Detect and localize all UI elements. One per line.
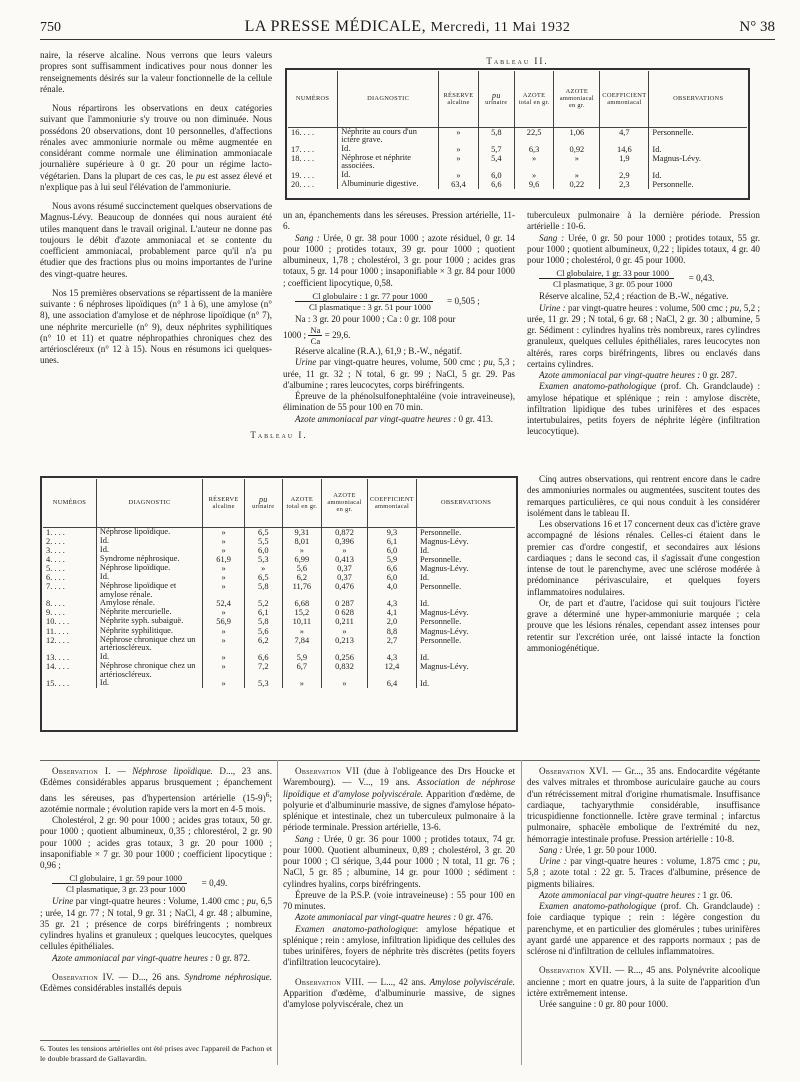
cell-observation: Personnelle. [649,127,747,145]
cell-numero: 18. . . . [291,153,315,163]
table-row [43,662,515,679]
table-1-caption: Tableau I. [250,430,308,440]
cell-azote-total: 8,01 [282,537,322,546]
cell-numero: 19. . . . [291,170,315,180]
table-row [43,582,515,599]
cell-numero: 5. . . . [46,563,65,573]
cell-azote-ammoniacal: » [554,171,600,180]
cell-diagnostic: Amylose rénale. [96,599,202,608]
cell-observation: Personnelle. [417,555,515,564]
table-row [43,537,515,546]
cell-reserve-alcaline: » [203,537,245,546]
cell-azote-total: 10,11 [282,617,322,626]
col-header-azote-total: AZOTE total en gr. [282,479,322,527]
paragraph: Urine : par vingt-quatre heures : volume, 1.875 cmc ; pu, 5,8 ; azote total : 22 gr. 5. Traces d'albumine, présence de pigments biliaires. [527,856,761,889]
journal-name: LA PRESSE MÉDICALE, [244,18,427,35]
cell-observation: Id. [417,573,515,582]
cell-pu: 5,2 [244,599,282,608]
cell-coefficient: 2,0 [367,617,416,626]
footnote-rule [40,1040,120,1041]
na-ca-ratio: 1000 ; $\frac{Na}{Ca}$ = 29,6. [283,325,351,346]
cell-coefficient: 5,9 [367,555,416,564]
paragraph: Urine : par vingt-quatre heures : volume, 500 cmc ; pu, 5,2 ; urée, 11 gr. 29 ; N total, 6 gr. 68 ; NaCl, 2 gr. 30 ; albumine, 5 gr. Sédiment : cylindres hyalins très nombreux, rares cylindres granuleux, quelques cellules épithéliales, rares leucocytes non altérés, rares corps biréfringents, libres ou enclavés dans certains cylindres. [527,302,761,369]
observation-16: Observation XVI. — Gr..., 35 ans. Endocardite végétante des valves mitrales et thrombose auriculaire gauche au cours d'un rétrécissement mitral d'origine rhumatismale. Insuffisance cardiaque, tachyarythmie considérable, insuffisance tricuspidienne fonctionnelle. Ictère grave terminal ; infarctus pulmonaire, sphacèle embolique de l'extrémité du nez, hémorragie intestinale profuse. Pression artérielle : 10-8. [527,766,760,844]
cell-reserve-alcaline: » [203,679,245,688]
cell-numero: 14. . . . [46,661,70,671]
cell-azote-ammoniacal: 0,256 [322,653,368,662]
cell-pu: 6,6 [244,653,282,662]
cell-coefficient: 4,3 [367,599,416,608]
page-number: 750 [40,20,61,35]
cell-numero: 16. . . . [291,127,315,137]
journal-title [40,18,775,36]
cell-diagnostic: Id. [338,171,439,180]
cell-observation: Personnelle. [417,617,515,626]
cell-observation: Personnelle. [417,582,515,599]
paragraph: naire, la réserve alcaline. Nous verrons que leurs valeurs propres sont suffisamment indicatives pour nous donner les renseignements désirés sur la valeur fonctionnelle de la cellule rénale. [40,50,272,94]
cell-coefficient: 6,1 [367,537,416,546]
cell-diagnostic: Syndrome néphrosique. [96,555,202,564]
cell-diagnostic: Id. [96,546,202,555]
cell-diagnostic: Néphrose chronique chez un artérioscléreux. [96,662,202,679]
cell-coefficient: 6,0 [367,546,416,555]
cell-azote-ammoniacal: 0,476 [322,582,368,599]
cell-pu: 5,7 [478,145,514,154]
col-header-reserve: RÉSERVE alcaline [203,479,245,527]
cell-reserve-alcaline: » [203,636,245,653]
cell-observation: Magnus-Lévy. [417,537,515,546]
paragraph: Urine par vingt-quatre heures : Volume, 1.400 cmc ; pu, 6,5 ; urée, 14 gr. 77 ; N total, 9 gr. 31 ; NaCl, 4 gr. 48 ; albumine, 35 gr. 21 ; présence de corps biréfringents ; nombreux cylindres hyalins et granuleux ; quelques leucocytes, quelques cellules épithéliales. [40,896,272,952]
cell-coefficient: 6,0 [367,573,416,582]
cell-azote-total: 6,3 [514,145,554,154]
fraction: $\frac{\text{Cl globulaire, 1 gr. 33 pour 1000}}{\text{Cl plasmatique, 3 gr. 05 pour 1000}}$ [539,268,674,289]
table-row [288,154,747,171]
cell-pu: 6,1 [244,608,282,617]
col-header-coefficient: COEFFICIENT ammoniacal [600,71,649,127]
paragraph: Or, de part et d'autre, l'acidose qui suit toujours l'ictère grave a déterminé une hyper-ammoniurie marquée ; cela prouve que les lésions rénales, cependant assez intenses pour retentir sur l'excrétion urée, ont laissé intacte la fonction ammoniogénétique. [527,597,760,653]
cell-reserve-alcaline: 61,9 [203,555,245,564]
paragraph: Épreuve de la P.S.P. (voie intraveineuse) : 55 pour 100 en 70 minutes. [283,889,515,911]
cell-pu: » [244,564,282,573]
page-header [40,16,775,40]
cell-azote-total: » [514,154,554,171]
cell-coefficient: 8,8 [367,627,416,636]
cell-azote-total: » [282,546,322,555]
col-header-azote-total: AZOTE total en gr. [514,71,554,127]
cell-diagnostic: Néphrose lipoïdique. [96,564,202,573]
paragraph: Examen anatomo-pathologique: amylose hépatique et splénique ; rein : amylose, infiltration lipidique des cellules des tubes urinifères, foyers de néphrite très discrètes (petits foyers d'infiltration leucocytaire). [283,923,515,968]
cell-observation: Magnus-Lévy. [417,627,515,636]
cell-diagnostic: Néphrite au cours d'un ictère grave. [338,127,439,145]
cell-azote-ammoniacal: 0,211 [322,617,368,626]
table-1 [43,479,515,688]
paragraph: Sang : Urée, 0 gr. 50 pour 1000 ; protides totaux, 55 gr. pour 1000 ; quotient albumineux, 0,22 ; lipides totaux, 4 gr. 40 pour 1000 ; cholestérol, 0 gr. 45 pour 1000. [527,232,760,265]
cell-reserve-alcaline: 52,4 [203,599,245,608]
cell-azote-total: » [282,679,322,688]
cell-observation: Id. [417,653,515,662]
cell-diagnostic: Id. [96,653,202,662]
cell-reserve-alcaline: » [439,171,479,180]
bottom-column-3 [527,766,760,1010]
table-row [288,180,747,189]
paragraph: Na : 3 gr. 20 pour 1000 ; Ca : 0 gr. 108 pour [295,313,456,324]
cell-pu: 5,8 [244,617,282,626]
cell-observation: Personnelle. [417,636,515,653]
paragraph: Azote ammoniacal par vingt-quatre heures : 0 gr. 287. [539,370,738,380]
cell-pu: 6,5 [244,527,282,537]
cell-numero: 3. . . . [46,545,65,555]
paragraph: Examen anatomo-pathologique (prof. Ch. Grandclaude) : foie cardiaque typique ; rein : légère congestion du parenchyme, et en particulier des glomérules ; tubes urinifères ayant gardé une apparence et des rapports normaux ; pas de sclérose ni d'infiltration de cellules inflammatoires. [527,901,761,956]
paragraph: Réserve alcaline, 52,4 ; réaction de B.-W., négative. [539,291,729,302]
cell-coefficient: 14,6 [600,145,649,154]
paragraph: Sang : Urée, 0 gr. 38 pour 1000 ; azote résiduel, 0 gr. 14 pour 1000 ; protides totaux, 39 gr. pour 1000 ; quotient albumineux, 1,78 ; cholestérol, 3 gr. pour 1000 ; acides gras totaux, 5 gr. 14 pour 1000 ; insaponifiable × 3 gr. 84 pour 1000 ; coefficient lipocytique, 0,58. [283,232,515,288]
cell-coefficient: 6,4 [367,679,416,688]
cell-pu: 5,4 [478,154,514,171]
cell-azote-ammoniacal: » [322,679,368,688]
cell-azote-ammoniacal: 0,37 [322,564,368,573]
paragraph: Azote ammoniacal par vingt-quatre heures : 1 gr. 06. [539,889,733,900]
cell-pu: 6,5 [244,573,282,582]
col-header-coefficient: COEFFICIENT ammoniacal [367,479,416,527]
paragraph: un an, épanchements dans les séreuses. Pression artérielle, 11-6. [283,210,515,232]
cell-reserve-alcaline: » [203,573,245,582]
cell-coefficient: 4,1 [367,608,416,617]
cell-diagnostic: Néphrite syph. subaiguë. [96,617,202,626]
cell-reserve-alcaline: » [439,154,479,171]
paragraph: Azote ammoniacal par vingt-quatre heures : 0 gr. 413. [295,413,494,424]
chlorine-ratio: $\frac{\text{Cl globulaire, 1 gr. 33 pour 1000}}{\text{Cl plasmatique, 3 gr. 05 pour 1000}}$ = 0,43. [527,268,760,289]
paragraph: Sang : Urée, 0 gr. 36 pour 1000 ; protides totaux, 74 gr. pour 1000. Quotient albumineux, 0,89 ; cholestérol, 3 gr. 20 pour 1000 ; Cl sérique, 3,44 pour 1000 ; N total, 11 gr. 76 ; NaCl, 5 gr. 85 ; albumine, 14 gr. pour 1000 ; sédiment : cylindres hyalins, corps biréfringents. [283,833,516,889]
cell-azote-ammoniacal: 1,06 [554,127,600,145]
cell-azote-total: 15,2 [282,608,322,617]
cell-numero: 4. . . . [46,554,65,564]
fraction: $\frac{\text{Cl globulaire, 1 gr. 59 pour 1000}}{\text{Cl plasmatique, 3 gr. 23 pour 1000}}$ [52,873,187,894]
cell-azote-total: » [514,171,554,180]
issue-date: Mercredi, 11 Mai 1932 [430,20,571,35]
col-header-numeros: NUMÉROS [288,71,338,127]
cell-azote-total: 9,6 [514,180,554,189]
cell-reserve-alcaline: » [203,627,245,636]
cell-coefficient: 4,3 [367,653,416,662]
table-2 [288,71,747,189]
col-header-pu: pu urinaire [478,71,514,127]
cell-diagnostic: Albuminurie digestive. [338,180,439,189]
cell-reserve-alcaline: » [203,564,245,573]
cell-numero: 11. . . . [46,626,69,636]
col-header-diagnostic: DIAGNOSTIC [338,71,439,127]
cell-observation: Magnus-Lévy. [649,154,747,171]
cell-azote-total: 5,6 [282,564,322,573]
cell-numero: 13. . . . [46,652,70,662]
paragraph: Azote ammoniacal par vingt-quatre heures : 0 gr. 476. [295,912,494,923]
cell-azote-ammoniacal: 0,832 [322,662,368,679]
cell-numero: 2. . . . [46,536,65,546]
column-1-top [40,50,272,367]
chlorine-ratio: $\frac{\text{Cl globulaire : 1 gr. 77 pour 1000}}{\text{Cl plasmatique : 3 gr. 51 pour 1000}}$ = 0,505 ; [283,291,515,312]
cell-reserve-alcaline: » [439,127,479,145]
paragraph: Urée sanguine : 0 gr. 80 pour 1000. [539,999,668,1009]
cell-azote-ammoniacal: » [322,546,368,555]
cell-azote-total: 7,84 [282,636,322,653]
paragraph: Sang : Urée, 1 gr. 50 pour 1000. [539,844,657,855]
cell-diagnostic: Néphrose lipoïdique. [96,527,202,537]
cell-diagnostic: Id. [96,537,202,546]
col-header-observations: OBSERVATIONS [417,479,515,527]
cell-azote-total: » [282,627,322,636]
cell-observation: Personnelle. [417,527,515,537]
cell-observation: Id. [417,546,515,555]
cell-pu: 5,5 [244,537,282,546]
table-row [288,127,747,145]
paragraph: tuberculeux pulmonaire à la dernière période. Pression artérielle : 10-6. [527,210,760,232]
footnote: 6. Toutes les tensions artérielles ont été prises avec l'appareil de Pachon et le double brassard de Gallavardin. [40,1044,272,1063]
cell-observation: Id. [649,145,747,154]
observation-8: Observation VIII. — L..., 42 ans. Amylose polyviscérale. Apparition d'œdème, d'albuminurie massive, de signes d'amylose polyviscérale, chez un [283,976,515,1009]
cell-azote-ammoniacal: » [554,154,600,171]
column-rule [277,760,278,1065]
cell-observation: Id. [417,599,515,608]
cell-azote-ammoniacal: 0 287 [322,599,368,608]
cell-azote-ammoniacal: 0,413 [322,555,368,564]
cell-reserve-alcaline: » [203,527,245,537]
cell-azote-total: 6,68 [282,599,322,608]
cell-pu: 6,0 [478,171,514,180]
cell-azote-total: 5,9 [282,653,322,662]
observation-1: Observation I. — Néphrose lipoïdique. D..., 23 ans. Œdèmes considérables apparus brusquement ; épanchement dans les séreuses, pas d'hypertension artérielle $(15-9)^6$; azotémie normale ; évolution rapide vers la mort en 4-5 mois. [40,766,272,814]
cell-reserve-alcaline: » [203,608,245,617]
cell-reserve-alcaline: » [439,145,479,154]
paragraph: Cholestérol, 2 gr. 90 pour 1000 ; acides gras totaux, 50 gr. pour 1000 ; quotient albumineux, 0,35 ; chlorestérol, 2 gr. 90 pour 1000 ; acides gras totaux, 3 gr. 20 pour 1000 ; insaponifiable × 7 gr. 30 pour 1000 ; coefficient lipocytique : 0,96 ; [40,815,272,871]
chlorine-ratio: $\frac{\text{Cl globulaire, 1 gr. 59 pour 1000}}{\text{Cl plasmatique, 3 gr. 23 pour 1000}}$ = 0,49. [40,873,272,894]
cell-pu: 5,8 [478,127,514,145]
cell-numero: 15. . . . [46,679,70,689]
cell-pu: 5,6 [244,627,282,636]
observation-4: Observation IV. — D..., 26 ans. Syndrome néphrosique. Œdèmes considérables installés depuis [40,971,273,994]
cell-pu: 5,8 [244,582,282,599]
paragraph: Nous répartirons les observations en deux catégories suivant que l'ammoniurie s'y trouve ou non diminuée. Nous possédons 20 observations, dont 10 personnelles, d'affections rénales avec ammoniurie normale ou même augmentée en considérant comme normale une élimination ammoniacale journalière supérieure à 0 gr. 20 pour un régime lacto-végétarien. Dans la plupart de ces cas, le pu est assez élevé et n'explique pas à lui seul l'élévation de l'ammoniurie. [40,103,272,192]
cell-coefficient: 12,4 [367,662,416,679]
cell-pu: 7,2 [244,662,282,679]
cell-diagnostic: Néphrite mercurielle. [96,608,202,617]
column-3-middle [527,474,760,654]
cell-diagnostic: Id. [96,679,202,688]
cell-reserve-alcaline: » [203,662,245,679]
cell-numero: 20. . . . [291,180,315,190]
cell-numero: 10. . . . [46,617,70,627]
cell-reserve-alcaline: 56,9 [203,617,245,626]
table-row [43,679,515,688]
table-row [43,527,515,537]
cell-observation: Id. [649,171,747,180]
column-2-top [283,210,515,425]
observation-17: Observation XVII. — R..., 45 ans. Polynévrite alcoolique ancienne ; mort en quatre jours, à la suite de l'apparition d'un ictère extrêmement intense. [527,965,761,998]
cell-observation: Id. [417,679,515,688]
cell-azote-ammoniacal: 0,37 [322,573,368,582]
cell-pu: 6,2 [244,636,282,653]
cell-coefficient: 4,7 [600,127,649,145]
cell-numero: 9. . . . [46,608,65,618]
paragraph: Réserve alcaline (R.A.), 61,9 ; B.-W., négatif. [295,346,462,356]
bottom-column-2 [283,766,515,1010]
cell-azote-total: 6,2 [282,573,322,582]
cell-coefficient: 2,9 [600,171,649,180]
cell-azote-ammoniacal: 0,213 [322,636,368,653]
table-2-caption: Tableau II. [486,56,549,66]
cell-diagnostic: Néphrite syphilitique. [96,627,202,636]
cell-numero: 17. . . . [291,144,315,154]
cell-pu: 5,3 [244,679,282,688]
cell-numero: 12. . . . [46,635,70,645]
issue-number: N° 38 [739,19,775,35]
cell-observation: Personnelle. [649,180,747,189]
cell-reserve-alcaline: 63,4 [439,180,479,189]
cell-azote-ammoniacal: 0,22 [554,180,600,189]
cell-numero: 8. . . . [46,599,65,609]
paragraph: Azote ammoniacal par vingt-quatre heures : 0 gr. 872. [52,952,251,963]
paragraph: Épreuve de la phénolsulfonephtaléine (voie intraveineuse), élimination de 55 pour 100 en 70 min. [283,391,515,413]
cell-coefficient: 1,9 [600,154,649,171]
cell-pu: 6,0 [244,546,282,555]
paragraph: Examen anatomo-pathologique (prof. Ch. Grandclaude) : amylose hépatique et splénique ; rein : amylose discrète, infiltration lipidique des tubes urinifères et des espaces intertubulaires, petits foyers de néphrite légère (infiltration leucocytique). [527,381,761,437]
cell-diagnostic: Néphrose lipoïdique et amylose rénale. [96,582,202,599]
table-row [43,636,515,653]
column-rule [521,760,522,1065]
cell-azote-ammoniacal: » [322,627,368,636]
cell-azote-total: 6,7 [282,662,322,679]
paragraph: Nos 15 premières observations se répartissent de la manière suivante : 6 néphroses lipoïdiques (n° 1 à 6), une amylose (n° 8), une association d'amylose et de néphrose lipoïdique (n° 7), une néphrite mercurielle (n° 9), deux néphrites syphilitiques (n° 10 et 11) et quatre néphropathies chroniques chez des artérioscléreux (n° 12 à 15). Nous en résumons ici quelques-unes. [40,287,272,366]
cell-reserve-alcaline: » [203,653,245,662]
cell-numero: 6. . . . [46,572,65,582]
paragraph: Urine par vingt-quatre heures, volume, 500 cmc ; pu, 5,3 ; urée, 11 gr. 32 ; N total, 6 gr. 99 ; NaCl, 5 gr. 29. Pas d'albumine ; rares leucocytes, corps biréfringents. [283,357,516,390]
cell-reserve-alcaline: » [203,546,245,555]
col-header-diagnostic: DIAGNOSTIC [96,479,202,527]
col-header-azote-ammoniacal: AZOTE ammoniacal en gr. [554,71,600,127]
cell-observation: Magnus-Lévy. [417,662,515,679]
cell-azote-ammoniacal: 0,872 [322,527,368,537]
fraction: $\frac{\text{Cl globulaire : 1 gr. 77 pour 1000}}{\text{Cl plasmatique : 3 gr. 51 pour 1000}}$ [295,291,433,312]
cell-azote-total: 6,99 [282,555,322,564]
bottom-column-1 [40,766,272,994]
cell-diagnostic: Néphrose chronique chez un artérioscléreux. [96,636,202,653]
cell-coefficient: 2,7 [367,636,416,653]
table-row [43,564,515,573]
cell-azote-total: 22,5 [514,127,554,145]
cell-pu: 6,6 [478,180,514,189]
cell-azote-ammoniacal: 0,92 [554,145,600,154]
cell-pu: 5,3 [244,555,282,564]
cell-coefficient: 2,3 [600,180,649,189]
cell-azote-total: 11,76 [282,582,322,599]
cell-diagnostic: Id. [338,145,439,154]
cell-diagnostic: Néphrose et néphrite associées. [338,154,439,171]
paragraph: Cinq autres observations, qui rentrent encore dans le cadre des ammoniuries normales ou augmentées, suscitent toutes des remarques particulières, ce qui nous conduit à les considérer isolément dans le tableau II. [527,474,760,518]
cell-diagnostic: Id. [96,573,202,582]
cell-coefficient: 6,6 [367,564,416,573]
observation-7: Observation VII (due à l'obligeance des Drs Houcke et Warembourg). — V..., 19 ans. Association de néphrose lipoïdique et d'amylose polyviscérale. Apparition d'œdème, de polyurie et d'albuminurie massive, de signes d'amylose hépato-splénique et intestinale, chez un tuberculeux pulmonaire à la période terminale. Pression artérielle, 13-6. [283,766,516,833]
col-header-numeros: NUMÉROS [43,479,96,527]
cell-azote-ammoniacal: 0 628 [322,608,368,617]
cell-coefficient: 4,0 [367,582,416,599]
cell-numero: 1. . . . [46,527,65,537]
col-header-observations: OBSERVATIONS [649,71,747,127]
cell-coefficient: 9,3 [367,527,416,537]
cell-azote-total: 9,31 [282,527,322,537]
section-rule [40,760,760,761]
cell-observation: Magnus-Lévy. [417,564,515,573]
cell-reserve-alcaline: » [203,582,245,599]
col-header-pu: pu urinaire [244,479,282,527]
fraction: $\frac{Na}{Ca}$ [310,325,321,346]
paragraph: Les observations 16 et 17 concernent deux cas d'ictère grave accompagné de lésions rénales. Celles-ci étaient dans le premier cas d'ordre congestif, et secondaires aux lésions cardiaques ; dans le second cas, il s'agissait d'une congestion intense de tout le parenchyme, avec une sclérose modérée à prédominance périvasculaire, et quelques foyers inflammatoires nodulaires. [527,519,760,597]
cell-numero: 7. . . . [46,582,65,592]
cell-observation: Magnus-Lévy. [417,608,515,617]
col-header-azote-ammoniacal: AZOTE ammoniacal en gr. [322,479,368,527]
cell-azote-ammoniacal: 0,396 [322,537,368,546]
column-3-top [527,210,760,438]
col-header-reserve: RÉSERVE alcaline [439,71,479,127]
paragraph: Nous avons résumé succinctement quelques observations de Magnus-Lévy. Beaucoup de données qui nous auraient été utiles manquent dans le travail original. L'auteur ne donne pas toujours le débit d'azote ammoniacal et se contente du coefficient ammoniacal, probablement parce qu'il n'a pu étudier que des fractions plus ou moins importantes de l'urine des vingt-quatre heures. [40,201,272,279]
